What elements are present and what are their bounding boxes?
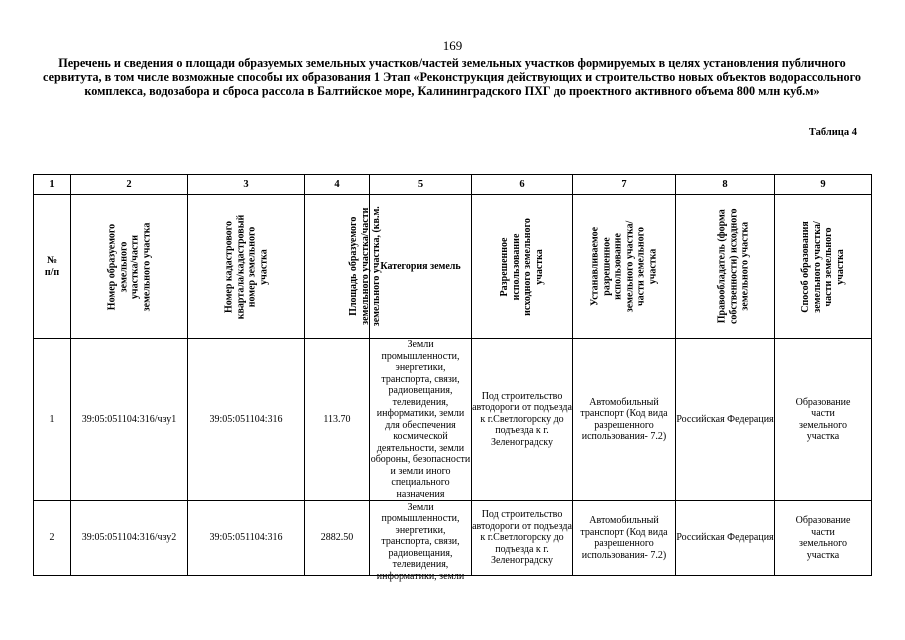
column-number: 4 (305, 175, 370, 195)
formation-method: Образование части земельного участка (775, 501, 872, 576)
header-formation-method: Способ образования земельного участка/ части земельного участка (775, 195, 872, 339)
owner: Российская Федерация (676, 501, 775, 576)
plot-number: 39:05:051104:316/чзу2 (71, 501, 188, 576)
header-land-category: Категория земель (370, 195, 472, 339)
established-use: Автомобильный транспорт (Код вида разрешенного использования- 7.2) (573, 339, 676, 501)
land-category: Земли промышленности, энергетики, транспорта, связи, радиовещания, телевидения, информатики, земли (370, 501, 472, 576)
permitted-use: Под строительство автодороги от подъезда к г.Светлогорску до подъезда к г. Зеленоградску (472, 339, 573, 501)
cadastral-number: 39:05:051104:316 (188, 339, 305, 501)
column-number-row (34, 175, 872, 195)
header-index: № п/п (34, 195, 71, 339)
document-title: Перечень и сведения о площади образуемых земельных участков/частей земельных участков формируемых в целях установления публичного сервитута, в том числе возможные способы их образования 1 Этап «Реконструкция действующих и строительство новых объектов водорассольного комплекса, водозабора и сброса рассола в Балтийское море, Калининградского ПХГ до проектного активного объема 800 млн куб.м» (43, 56, 861, 98)
header-row (34, 195, 872, 339)
land-category: Земли промышленности, энергетики, транспорта, связи, радиовещания, телевидения, информатики, земли для обеспечения космической деятельности, земли обороны, безопасности и земли иного специального назначения (370, 339, 471, 500)
column-number: 2 (71, 175, 188, 195)
row-index: 1 (34, 339, 71, 501)
plot-number: 39:05:051104:316/чзу1 (71, 339, 188, 501)
column-number: 7 (573, 175, 676, 195)
page-number: 169 (442, 38, 463, 53)
column-number: 6 (472, 175, 573, 195)
header-cadastral-number: Номер кадастрового квартала/кадастровый номер земельного участка (188, 195, 305, 339)
table-row (34, 501, 872, 576)
header-owner: Правообладатель (форма собственности) исходного земельного участка (676, 195, 775, 339)
column-number: 3 (188, 175, 305, 195)
plot-area: 2882.50 (305, 501, 370, 576)
permitted-use: Под строительство автодороги от подъезда к г.Светлогорску до подъезда к г. Зеленоградску (472, 501, 573, 576)
cadastral-number: 39:05:051104:316 (188, 501, 305, 576)
owner: Российская Федерация (676, 339, 775, 501)
row-index: 2 (34, 501, 71, 576)
table-row (34, 339, 872, 501)
header-plot-number: Номер образуемого земельного участка/части земельного участка (71, 195, 188, 339)
column-number: 5 (370, 175, 472, 195)
table-label: Таблица 4 (808, 127, 857, 138)
column-number: 9 (775, 175, 872, 195)
formation-method: Образование части земельного участка (775, 339, 872, 501)
column-number: 1 (34, 175, 71, 195)
land-plots-table (33, 174, 872, 582)
header-established-use: Устанавливаемое разрешенное использование земельного участка/ части земельного участка (573, 195, 676, 339)
established-use: Автомобильный транспорт (Код вида разрешенного использования- 7.2) (573, 501, 676, 576)
header-permitted-use: Разрешенное использование исходного земельного участка (472, 195, 573, 339)
plot-area: 113.70 (305, 339, 370, 501)
column-number: 8 (676, 175, 775, 195)
header-area: Площадь образуемого земельного участка/части земельного участка, (кв.м. (305, 195, 370, 339)
